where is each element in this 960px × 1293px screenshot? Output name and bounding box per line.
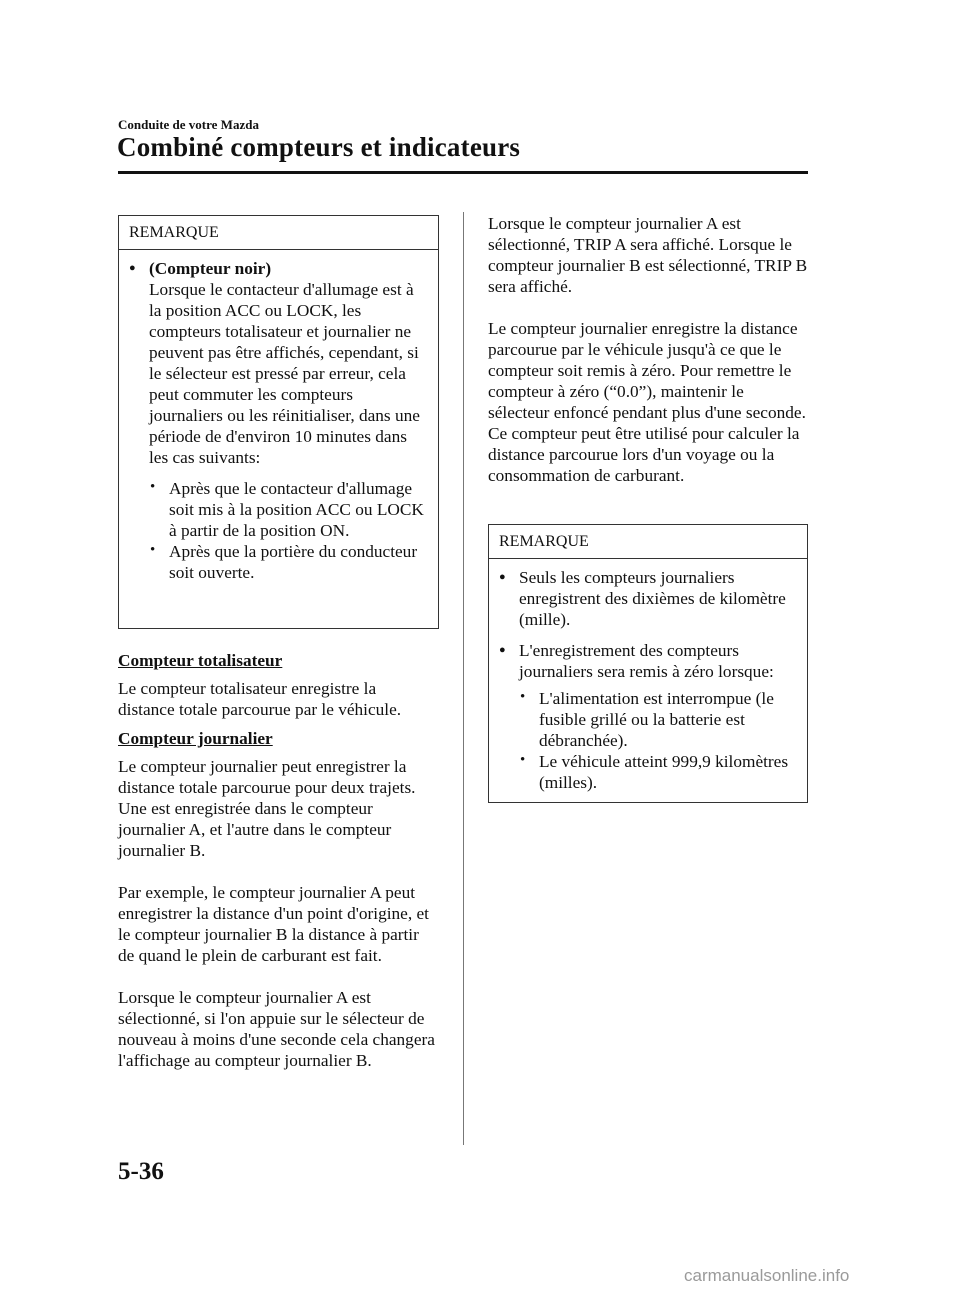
note-bullet [499,567,799,630]
note-bullet [129,258,430,468]
note-content [489,559,807,793]
page-number: 5-36 [118,1158,164,1185]
note-label: REMARQUE [119,216,438,250]
bullet-icon: ● [499,571,506,583]
note-bullet-title: (Compteur noir) [149,259,272,278]
sub-bullet-icon: • [520,752,526,768]
watermark: carmanualsonline.info [684,1266,850,1285]
left-column-text [118,650,436,1071]
note-subitem [499,688,799,751]
sub-bullet-icon: • [520,689,526,705]
note-label: REMARQUE [489,525,807,559]
column-divider [463,212,464,1145]
section-heading-trip: Compteur journalier [118,729,273,748]
note-subitem [129,478,430,541]
odometer-paragraph: Le compteur totalisateur enregistre la distance totale parcourue par le véhicule. [118,679,402,719]
note-bullet [499,640,799,682]
header-rule [118,171,808,174]
trip-display-paragraph: Lorsque le compteur journalier A est sélectionné, TRIP A sera affiché. Lorsque le compteur journalier B est sélectionné, TRIP B sera affiché. [488,214,808,296]
note-content [119,250,438,583]
trip-paragraph-3: Lorsque le compteur journalier A est sélectionné, si l'on appuie sur le sélecteur de nouveau à moins d'une seconde cela changera l'affichage au compteur journalier B. [118,988,435,1070]
section-heading-odometer: Compteur totalisateur [118,651,283,670]
trip-paragraph-2: Par exemple, le compteur journalier A peut enregistrer la distance d'un point d'origine, et le compteur journalier B la distance à partir de quand le plein de carburant est fait. [118,883,429,965]
section-label: Conduite de votre Mazda [118,117,259,132]
trip-reset-paragraph: Le compteur journalier enregistre la distance parcourue par le véhicule jusqu'à ce que le compteur soit remis à zéro. Pour remettre le compteur à zéro (“0.0”), maintenir le sélecteur enfoncé pendant plus d'une seconde. Ce compteur peut être utilisé pour calculer la distance parcourue lors d'un voyage ou la consommation de carburant. [488,319,806,485]
note-box-left [118,215,439,629]
note-bullet-text: L'enregistrement des compteurs journaliers sera remis à zéro lorsque: [519,641,774,681]
chapter-title: Combiné compteurs et indicateurs [117,132,521,162]
bullet-icon: ● [499,644,506,656]
note-box-right [488,524,808,803]
note-subitem [499,751,799,793]
trip-paragraph-1: Le compteur journalier peut enregistrer la distance totale parcourue pour deux trajets. Une est enregistrée dans le compteur journalier A, et l'autre dans le compteur journalier B. [118,757,416,860]
note-subitem-text: Le véhicule atteint 999,9 kilomètres (milles). [539,752,789,792]
note-bullet-text: Seuls les compteurs journaliers enregistrent des dixièmes de kilomètre (mille). [519,568,786,629]
note-subitem [129,541,430,583]
sub-bullet-icon: • [150,542,156,558]
note-bullet-body: Lorsque le contacteur d'allumage est à la position ACC ou LOCK, les compteurs totalisateur et journalier ne peuvent pas être affichés, cependant, si le sélecteur est pressé par erreur, cela peut commuter les compteurs journaliers ou les réinitialiser, dans une période de d'environ 10 minutes dans les cas suivants: [149,280,420,467]
note-subitem-text: L'alimentation est interrompue (le fusible grillé ou la batterie est débranchée). [539,689,774,750]
sub-bullet-icon: • [150,479,156,495]
note-subitem-text: Après que la portière du conducteur soit ouverte. [169,542,418,582]
right-column-text [488,213,808,486]
bullet-icon: ● [129,262,136,274]
note-subitem-text: Après que le contacteur d'allumage soit mis à la position ACC ou LOCK à partir de la position ON. [169,479,424,540]
